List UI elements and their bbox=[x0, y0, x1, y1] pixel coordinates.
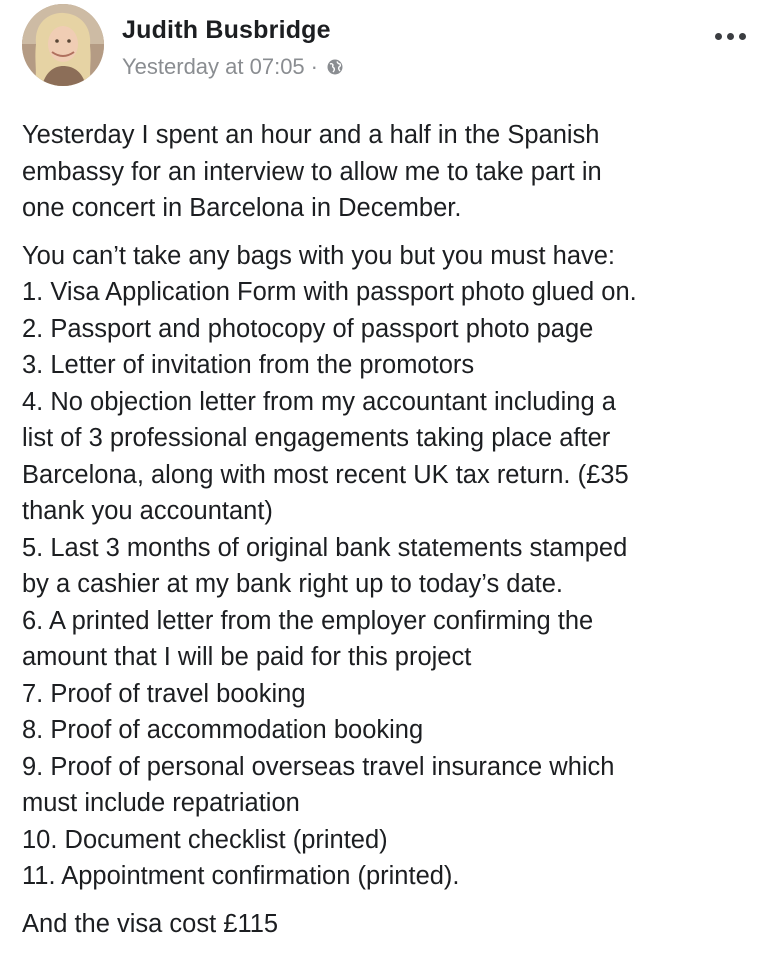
more-options-icon-dot bbox=[727, 33, 734, 40]
post-meta bbox=[122, 54, 344, 80]
list-item-continued: must include repatriation bbox=[22, 789, 300, 817]
list-item: 11. Appointment confirmation (printed). bbox=[22, 862, 460, 890]
more-options-button[interactable] bbox=[708, 26, 752, 46]
list-item: 6. A printed letter from the employer confirming the bbox=[22, 606, 594, 635]
list-item-continued: thank you accountant) bbox=[22, 497, 273, 525]
author-avatar[interactable] bbox=[22, 4, 104, 86]
paragraph-cost bbox=[22, 906, 762, 943]
text-line: embassy for an interview to allow me to take part in bbox=[22, 157, 602, 186]
list-item-continued: by a cashier at my bank right up to today’s date. bbox=[22, 570, 564, 598]
text-line: one concert in Barcelona in December. bbox=[22, 194, 462, 222]
list-item: 3. Letter of invitation from the promotors bbox=[22, 351, 475, 379]
meta-separator: · bbox=[310, 54, 318, 79]
list-item: 4. No objection letter from my accountant including a bbox=[22, 387, 616, 416]
list-item: 9. Proof of personal overseas travel insurance which bbox=[22, 752, 615, 781]
list-item: 8. Proof of accommodation booking bbox=[22, 716, 424, 744]
list-item: 7. Proof of travel booking bbox=[22, 679, 306, 708]
list-item: 1. Visa Application Form with passport photo glued on. bbox=[22, 278, 637, 306]
avatar-photo-icon bbox=[22, 4, 104, 86]
list-item-continued: list of 3 professional engagements taking place after bbox=[22, 424, 611, 452]
post-body bbox=[22, 117, 762, 942]
post-timestamp[interactable]: Yesterday at 07:05 bbox=[122, 54, 305, 79]
text-line: Yesterday I spent an hour and a half in the Spanish bbox=[22, 121, 600, 149]
list-item-continued: Barcelona, along with most recent UK tax return. (£35 bbox=[22, 460, 629, 489]
list-item: 2. Passport and photocopy of passport photo page bbox=[22, 314, 594, 343]
more-options-icon-dot bbox=[739, 33, 746, 40]
list-item: 10. Document checklist (printed) bbox=[22, 825, 388, 854]
author-name[interactable]: Judith Busbridge bbox=[122, 16, 331, 44]
paragraph-requirements bbox=[22, 238, 762, 895]
globe-icon[interactable] bbox=[326, 58, 344, 76]
post-header bbox=[22, 4, 752, 90]
text-line: And the visa cost £115 bbox=[22, 909, 279, 938]
list-item-continued: amount that I will be paid for this project bbox=[22, 643, 472, 671]
text-line: You can’t take any bags with you but you must have: bbox=[22, 241, 616, 270]
list-item: 5. Last 3 months of original bank statements stamped bbox=[22, 533, 628, 562]
more-options-icon bbox=[715, 33, 722, 40]
paragraph-intro bbox=[22, 117, 762, 227]
